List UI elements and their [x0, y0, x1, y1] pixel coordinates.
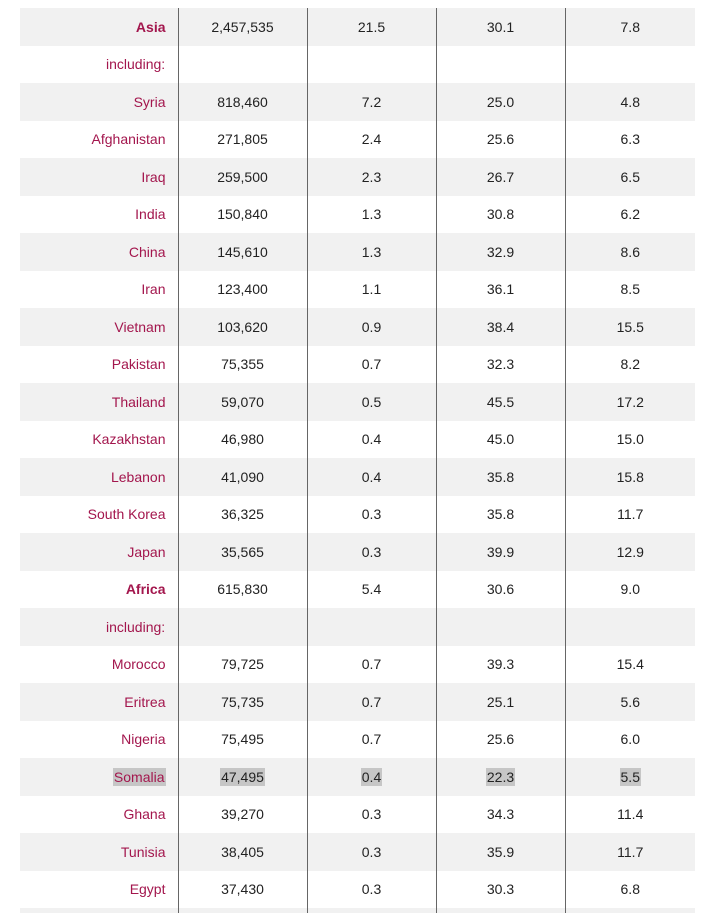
total-value-cell [178, 571, 307, 609]
value-text: 0.4 [361, 768, 382, 785]
total-value-cell [178, 158, 307, 196]
value-text: 6.8 [620, 881, 640, 898]
total-value-cell [178, 721, 307, 759]
table-row [20, 308, 695, 346]
country-name-cell [20, 233, 178, 271]
share-percent-cell [307, 571, 436, 609]
average-age-cell [436, 608, 565, 646]
rate-cell [565, 683, 695, 721]
country-name-cell [20, 533, 178, 571]
value-text: 39.3 [486, 656, 515, 673]
average-age-cell [436, 8, 565, 46]
value-text: 12.9 [616, 543, 644, 560]
share-percent-cell [307, 683, 436, 721]
table-row [20, 533, 695, 571]
average-age-cell [436, 271, 565, 309]
share-percent-cell [307, 158, 436, 196]
value-text: 38.4 [486, 318, 515, 335]
value-text: 0.9 [361, 318, 382, 335]
average-age-cell [436, 458, 565, 496]
table-row [20, 346, 695, 384]
table-row [20, 683, 695, 721]
country-name-cell [20, 458, 178, 496]
value-text: 21.5 [357, 18, 386, 35]
total-value-cell [178, 8, 307, 46]
name-text: Eritrea [124, 693, 166, 710]
name-text: India [135, 206, 166, 223]
rate-cell [565, 833, 695, 871]
average-age-cell [436, 721, 565, 759]
share-percent-cell [307, 796, 436, 834]
country-name-cell [20, 121, 178, 159]
average-age-cell [436, 383, 565, 421]
value-text: 17.2 [616, 393, 644, 410]
value-text: 46,980 [221, 431, 264, 448]
rate-cell [565, 271, 695, 309]
including-row [20, 46, 695, 84]
including-label-cell [20, 46, 178, 84]
value-text: 37,430 [221, 881, 264, 898]
country-name-cell [20, 346, 178, 384]
rate-cell [565, 83, 695, 121]
rate-cell [565, 533, 695, 571]
average-age-cell [436, 421, 565, 459]
table-row [20, 871, 695, 909]
table-row [20, 158, 695, 196]
table-row [20, 383, 695, 421]
name-text: Afghanistan [91, 131, 166, 148]
value-text: 35.8 [486, 468, 515, 485]
share-percent-cell [307, 608, 436, 646]
country-name-cell [20, 271, 178, 309]
value-text: 11.7 [617, 506, 644, 523]
value-text: 15.4 [616, 656, 644, 673]
total-value-cell [178, 83, 307, 121]
rate-cell [565, 721, 695, 759]
value-text: 2.4 [361, 131, 382, 148]
value-text: 35,565 [221, 543, 264, 560]
region-name-cell [20, 571, 178, 609]
country-name-cell [20, 83, 178, 121]
region-name-cell [20, 8, 178, 46]
value-text: 0.7 [361, 693, 382, 710]
table-row [20, 721, 695, 759]
total-value-cell [178, 758, 307, 796]
total-value-cell [178, 346, 307, 384]
table-row [20, 796, 695, 834]
rate-cell [565, 196, 695, 234]
value-text: 26.7 [486, 168, 515, 185]
value-text: 30.8 [486, 206, 515, 223]
average-age-cell [436, 758, 565, 796]
value-text: 30.6 [486, 581, 515, 598]
value-text: 35.8 [486, 506, 515, 523]
value-text: 15.0 [616, 431, 644, 448]
name-text: Asia [135, 18, 166, 35]
value-text: 0.7 [361, 731, 382, 748]
average-age-cell [436, 158, 565, 196]
value-text: 5.4 [361, 581, 382, 598]
average-age-cell [436, 646, 565, 684]
name-text: Vietnam [114, 318, 166, 335]
value-text: 25.1 [486, 693, 515, 710]
country-name-cell [20, 158, 178, 196]
name-text: Japan [127, 543, 166, 560]
partial-cell [20, 908, 178, 913]
value-text: 0.4 [361, 431, 382, 448]
total-value-cell [178, 683, 307, 721]
average-age-cell [436, 233, 565, 271]
country-name-cell [20, 796, 178, 834]
value-text: 2.3 [361, 168, 382, 185]
value-text: 25.0 [486, 93, 515, 110]
average-age-cell [436, 346, 565, 384]
table-row [20, 646, 695, 684]
value-text: 818,460 [217, 93, 268, 110]
country-name-cell [20, 308, 178, 346]
value-text: 6.3 [620, 131, 640, 148]
rate-cell [565, 421, 695, 459]
table-row [20, 121, 695, 159]
country-name-cell [20, 383, 178, 421]
rate-cell [565, 608, 695, 646]
average-age-cell [436, 533, 565, 571]
value-text: 30.3 [486, 881, 515, 898]
rate-cell [565, 571, 695, 609]
value-text: 38,405 [221, 843, 264, 860]
name-text: Kazakhstan [92, 431, 166, 448]
name-text: Pakistan [111, 356, 166, 373]
share-percent-cell [307, 271, 436, 309]
rate-cell [565, 308, 695, 346]
name-text: Egypt [129, 881, 166, 898]
rate-cell [565, 233, 695, 271]
share-percent-cell [307, 421, 436, 459]
value-text: 5.5 [620, 768, 640, 785]
share-percent-cell [307, 721, 436, 759]
value-text: 32.9 [486, 243, 515, 260]
name-text: Ghana [123, 806, 166, 823]
value-text: 0.7 [361, 656, 382, 673]
share-percent-cell [307, 496, 436, 534]
table-row [20, 758, 695, 796]
value-text: 150,840 [217, 206, 268, 223]
value-text: 79,725 [221, 656, 264, 673]
value-text: 1.1 [361, 281, 382, 298]
value-text: 0.3 [361, 506, 382, 523]
value-text: 22.3 [486, 768, 515, 785]
total-value-cell [178, 458, 307, 496]
table-row [20, 833, 695, 871]
average-age-cell [436, 196, 565, 234]
total-value-cell [178, 608, 307, 646]
country-name-cell [20, 758, 178, 796]
rate-cell [565, 346, 695, 384]
name-text: Lebanon [110, 468, 166, 485]
name-text: China [128, 243, 166, 260]
share-percent-cell [307, 533, 436, 571]
rate-cell [565, 8, 695, 46]
name-text: Morocco [111, 656, 166, 673]
average-age-cell [436, 833, 565, 871]
share-percent-cell [307, 8, 436, 46]
name-text: Syria [133, 93, 166, 110]
average-age-cell [436, 796, 565, 834]
value-text: 36.1 [486, 281, 515, 298]
value-text: 0.3 [361, 806, 382, 823]
value-text: 8.2 [620, 356, 640, 373]
statistics-table-container [20, 8, 695, 908]
partial-cell [565, 908, 695, 913]
value-text: 615,830 [217, 581, 268, 598]
partial-cell [178, 908, 307, 913]
rate-cell [565, 646, 695, 684]
table-body [20, 8, 695, 908]
total-value-cell [178, 496, 307, 534]
name-text: South Korea [87, 506, 166, 523]
country-name-cell [20, 196, 178, 234]
value-text: 6.2 [620, 206, 640, 223]
value-text: 11.4 [617, 806, 644, 823]
share-percent-cell [307, 383, 436, 421]
total-value-cell [178, 383, 307, 421]
value-text: 1.3 [361, 243, 382, 260]
value-text: 4.8 [620, 93, 640, 110]
statistics-table [20, 8, 695, 908]
name-text: Thailand [111, 393, 166, 410]
value-text: 25.6 [486, 731, 515, 748]
total-value-cell [178, 533, 307, 571]
value-text: 8.5 [620, 281, 640, 298]
total-value-cell [178, 46, 307, 84]
total-value-cell [178, 271, 307, 309]
name-text: Iraq [141, 168, 166, 185]
value-text: 5.6 [620, 693, 640, 710]
value-text: 2,457,535 [211, 18, 274, 35]
value-text: 8.6 [620, 243, 640, 260]
value-text: 34.3 [486, 806, 515, 823]
total-value-cell [178, 308, 307, 346]
rate-cell [565, 121, 695, 159]
share-percent-cell [307, 458, 436, 496]
country-name-cell [20, 421, 178, 459]
value-text: 15.8 [616, 468, 644, 485]
region-row [20, 571, 695, 609]
value-text: 1.3 [361, 206, 382, 223]
share-percent-cell [307, 83, 436, 121]
total-value-cell [178, 646, 307, 684]
share-percent-cell [307, 46, 436, 84]
value-text: 36,325 [221, 506, 264, 523]
value-text: 39.9 [486, 543, 515, 560]
name-text: Iran [141, 281, 166, 298]
total-value-cell [178, 871, 307, 909]
value-text: 11.7 [617, 843, 644, 860]
including-row [20, 608, 695, 646]
share-percent-cell [307, 758, 436, 796]
share-percent-cell [307, 121, 436, 159]
share-percent-cell [307, 646, 436, 684]
table-row [20, 421, 695, 459]
value-text: 7.2 [361, 93, 382, 110]
value-text: 75,355 [221, 356, 264, 373]
partial-cell [307, 908, 436, 913]
table-row [20, 271, 695, 309]
share-percent-cell [307, 308, 436, 346]
value-text: 271,805 [217, 131, 268, 148]
country-name-cell [20, 496, 178, 534]
value-text: 25.6 [486, 131, 515, 148]
value-text: 75,735 [221, 693, 264, 710]
table-row [20, 83, 695, 121]
average-age-cell [436, 496, 565, 534]
average-age-cell [436, 83, 565, 121]
country-name-cell [20, 721, 178, 759]
partial-cell [436, 908, 565, 913]
value-text: 0.4 [361, 468, 382, 485]
rate-cell [565, 458, 695, 496]
next-row-partial [20, 908, 695, 913]
total-value-cell [178, 196, 307, 234]
name-text: Nigeria [121, 731, 166, 748]
share-percent-cell [307, 346, 436, 384]
total-value-cell [178, 421, 307, 459]
value-text: 59,070 [221, 393, 264, 410]
value-text: 15.5 [616, 318, 644, 335]
average-age-cell [436, 121, 565, 159]
value-text: 45.5 [486, 393, 515, 410]
region-row [20, 8, 695, 46]
rate-cell [565, 158, 695, 196]
average-age-cell [436, 46, 565, 84]
share-percent-cell [307, 871, 436, 909]
total-value-cell [178, 121, 307, 159]
total-value-cell [178, 233, 307, 271]
name-text: including: [106, 618, 166, 635]
name-text: Africa [125, 581, 166, 598]
table-row [20, 458, 695, 496]
rate-cell [565, 796, 695, 834]
value-text: 0.7 [361, 356, 382, 373]
value-text: 0.3 [361, 881, 382, 898]
average-age-cell [436, 683, 565, 721]
value-text: 9.0 [620, 581, 640, 598]
table-row [20, 496, 695, 534]
share-percent-cell [307, 233, 436, 271]
name-text: including: [106, 56, 166, 73]
value-text: 259,500 [217, 168, 268, 185]
table-row [20, 196, 695, 234]
value-text: 103,620 [217, 318, 268, 335]
average-age-cell [436, 308, 565, 346]
total-value-cell [178, 796, 307, 834]
value-text: 0.3 [361, 543, 382, 560]
value-text: 47,495 [221, 768, 264, 785]
rate-cell [565, 871, 695, 909]
value-text: 145,610 [217, 243, 268, 260]
value-text: 0.3 [361, 843, 382, 860]
value-text: 35.9 [486, 843, 515, 860]
country-name-cell [20, 646, 178, 684]
value-text: 123,400 [217, 281, 268, 298]
total-value-cell [178, 833, 307, 871]
country-name-cell [20, 833, 178, 871]
value-text: 45.0 [486, 431, 515, 448]
including-label-cell [20, 608, 178, 646]
value-text: 6.5 [620, 168, 640, 185]
name-text: Somalia [113, 768, 165, 785]
value-text: 6.0 [620, 731, 640, 748]
value-text: 75,495 [221, 731, 264, 748]
value-text: 0.5 [361, 393, 382, 410]
average-age-cell [436, 571, 565, 609]
value-text: 39,270 [221, 806, 264, 823]
average-age-cell [436, 871, 565, 909]
value-text: 32.3 [486, 356, 515, 373]
table-row [20, 233, 695, 271]
share-percent-cell [307, 196, 436, 234]
name-text: Tunisia [120, 843, 166, 860]
share-percent-cell [307, 833, 436, 871]
value-text: 41,090 [221, 468, 264, 485]
country-name-cell [20, 683, 178, 721]
rate-cell [565, 46, 695, 84]
value-text: 7.8 [620, 18, 640, 35]
rate-cell [565, 758, 695, 796]
country-name-cell [20, 871, 178, 909]
rate-cell [565, 383, 695, 421]
value-text: 30.1 [486, 18, 515, 35]
rate-cell [565, 496, 695, 534]
